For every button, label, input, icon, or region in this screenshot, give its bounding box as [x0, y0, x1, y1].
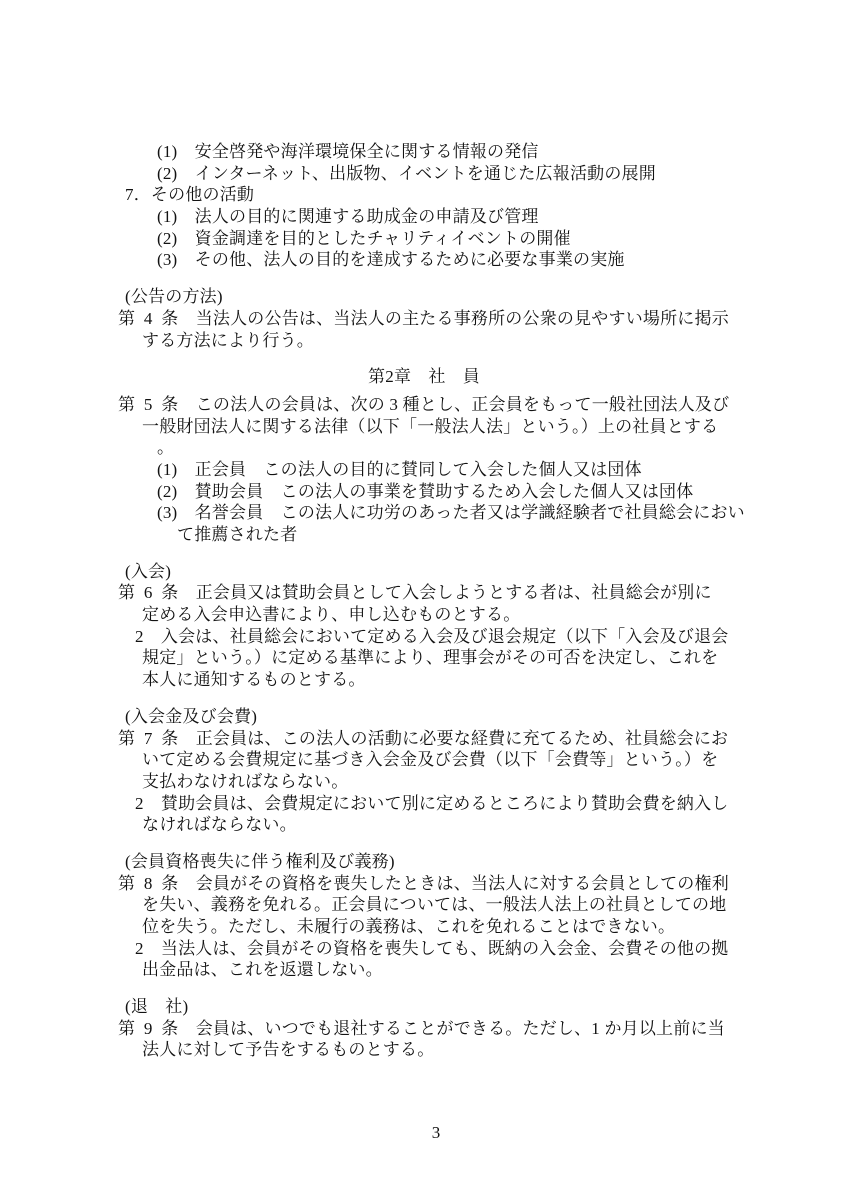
document-line: 第 8 条 会員がその資格を喪失したときは、当法人に対する会員としての権利 — [118, 873, 729, 893]
document-line: て推薦された者 — [177, 525, 298, 544]
document-line: 7．その他の活動 — [125, 185, 255, 205]
document-line: する方法により行う。 — [142, 330, 314, 350]
document-line: (3) その他、法人の目的を達成するために必要な事業の実施 — [157, 250, 625, 270]
section-gap — [0, 836, 848, 851]
document-line: 規定」という。）に定める基準により、理事会がその可否を決定し、これを — [142, 648, 719, 668]
document-line: 2 賛助会員は、会費規定において別に定めるところにより賛助会費を納入し — [135, 793, 729, 813]
section-gap — [0, 981, 848, 996]
document-line: (1) 安全啓発や海洋環境保全に関する情報の発信 — [157, 142, 539, 161]
article-caption: (入会金及び会費) — [125, 706, 258, 726]
page-number: 3 — [431, 1123, 441, 1142]
article-caption: (退 社) — [125, 997, 189, 1017]
document-line: (1) 正会員 この法人の目的に賛同して入会した個人又は団体 — [157, 459, 642, 479]
document-line: 第 4 条 当法人の公告は、当法人の主たる事務所の公衆の見やすい場所に掲示 — [118, 308, 729, 328]
document-line: (2) 賛助会員 この法人の事業を賛助するため入会した個人又は団体 — [157, 481, 694, 501]
document-line: 第 7 条 正会員は、この法人の活動に必要な経費に充てるため、社員総会にお — [118, 728, 729, 748]
article-caption: (会員資格喪失に伴う権利及び義務) — [125, 851, 395, 871]
article-caption: (入会) — [125, 561, 172, 581]
document-line: 第 9 条 会員は、いつでも退社することができる。ただし、1 か月以上前に当 — [118, 1018, 725, 1038]
document-line: 。 — [157, 438, 175, 458]
document-line: (2) 資金調達を目的としたチャリティイベントの開催 — [157, 228, 571, 248]
document-line: (1) 法人の目的に関連する助成金の申請及び管理 — [157, 207, 539, 227]
document-line: 第 6 条 正会員又は賛助会員として入会しようとする者は、社員総会が別に — [118, 583, 712, 603]
document-line: 2 当法人は、会員がその資格を喪失しても、既納の入会金、会費その他の拠 — [135, 938, 729, 958]
document-line: 2 入会は、社員総会において定める入会及び退会規定（以下「入会及び退会 — [135, 626, 729, 646]
section-gap — [0, 691, 848, 706]
chapter-heading: 第2章 社 員 — [368, 367, 480, 387]
document-line: 第 5 条 この法人の会員は、次の 3 種とし、正会員をもって一般社団法人及び — [118, 394, 730, 414]
document-line: 本人に通知するものとする。 — [142, 670, 366, 690]
document-body — [0, 141, 848, 1061]
document-line: を失い、義務を免れる。正会員については、一般法人法上の社員としての地 — [142, 895, 727, 915]
document-line: 一般財団法人に関する法律（以下「一般法人法」という。）上の社員とする — [142, 416, 719, 436]
document-line: 支払わなければならない。 — [142, 771, 349, 791]
document-line: なければならない。 — [142, 815, 297, 835]
document-line: いて定める会費規定に基づき入会金及び会費（以下「会費等」という。）を — [142, 750, 719, 770]
section-gap — [0, 271, 848, 286]
document-line: (2) インターネット、出版物、イベントを通じた広報活動の展開 — [157, 163, 656, 183]
document-line: 定める入会申込書により、申し込むものとする。 — [142, 605, 521, 625]
document-line: 法人に対して予告をするものとする。 — [142, 1040, 435, 1060]
section-gap — [0, 351, 848, 366]
article-caption: (公告の方法) — [125, 287, 223, 307]
document-line: 出金品は、これを返還しない。 — [142, 960, 383, 980]
section-gap — [0, 546, 848, 561]
document-line: 位を失う。ただし、未履行の義務は、これを免れることはできない。 — [142, 917, 676, 936]
document-line: (3) 名誉会員 この法人に功労のあった者又は学識経験者で社員総会におい — [157, 503, 745, 523]
